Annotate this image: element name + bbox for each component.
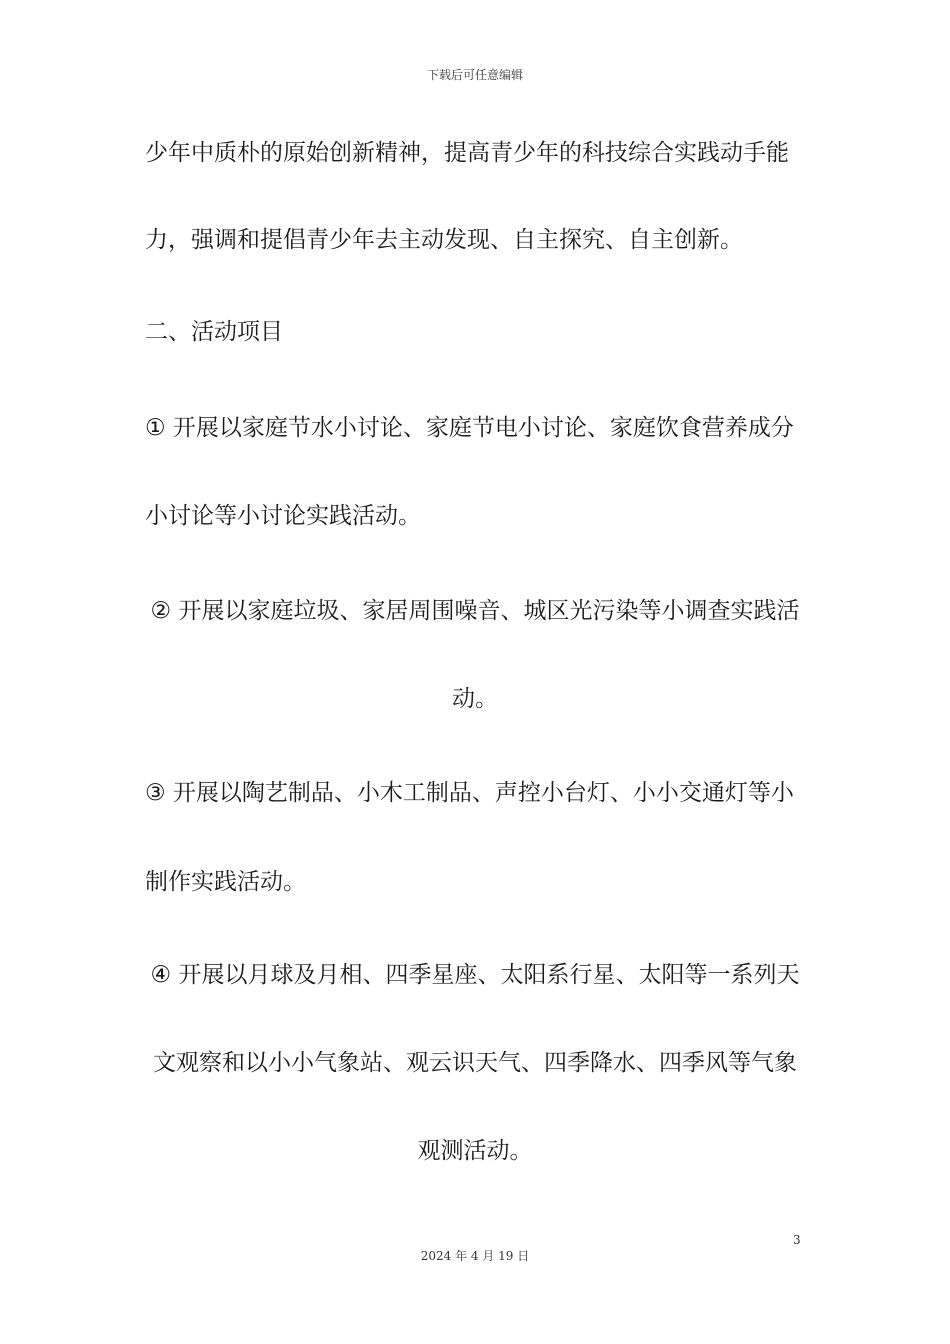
item-2-line-2: 动。 — [452, 686, 498, 712]
item-3-line-2: 制作实践活动。 — [145, 869, 306, 895]
section-heading: 二、活动项目 — [145, 319, 283, 345]
item-1-line-2: 小讨论等小讨论实践活动。 — [145, 503, 421, 529]
footer-date: 2024 年 4 月 19 日 — [420, 1249, 530, 1263]
paragraph-line-2: 力，强调和提倡青少年去主动发现、自主探究、自主创新。 — [145, 227, 743, 253]
paragraph-line-1: 少年中质朴的原始创新精神，提高青少年的科技综合实践动手能 — [145, 140, 789, 166]
item-2-line-1: ② 开展以家庭垃圾、家居周围噪音、城区光污染等小调查实践活 — [150, 598, 800, 624]
item-4-line-3: 观测活动。 — [417, 1138, 533, 1164]
item-1-line-1: ① 开展以家庭节水小讨论、家庭节电小讨论、家庭饮食营养成分 — [145, 415, 794, 441]
item-3-line-1: ③ 开展以陶艺制品、小木工制品、声控小台灯、小小交通灯等小 — [145, 780, 794, 806]
page-header-note: 下载后可任意编辑 — [426, 68, 523, 82]
item-4-line-1: ④ 开展以月球及月相、四季星座、太阳系行星、太阳等一系列天 — [150, 962, 800, 988]
item-4-line-2: 文观察和以小小气象站、观云识天气、四季降水、四季风等气象 — [153, 1050, 797, 1076]
page-number: 3 — [793, 1233, 801, 1247]
